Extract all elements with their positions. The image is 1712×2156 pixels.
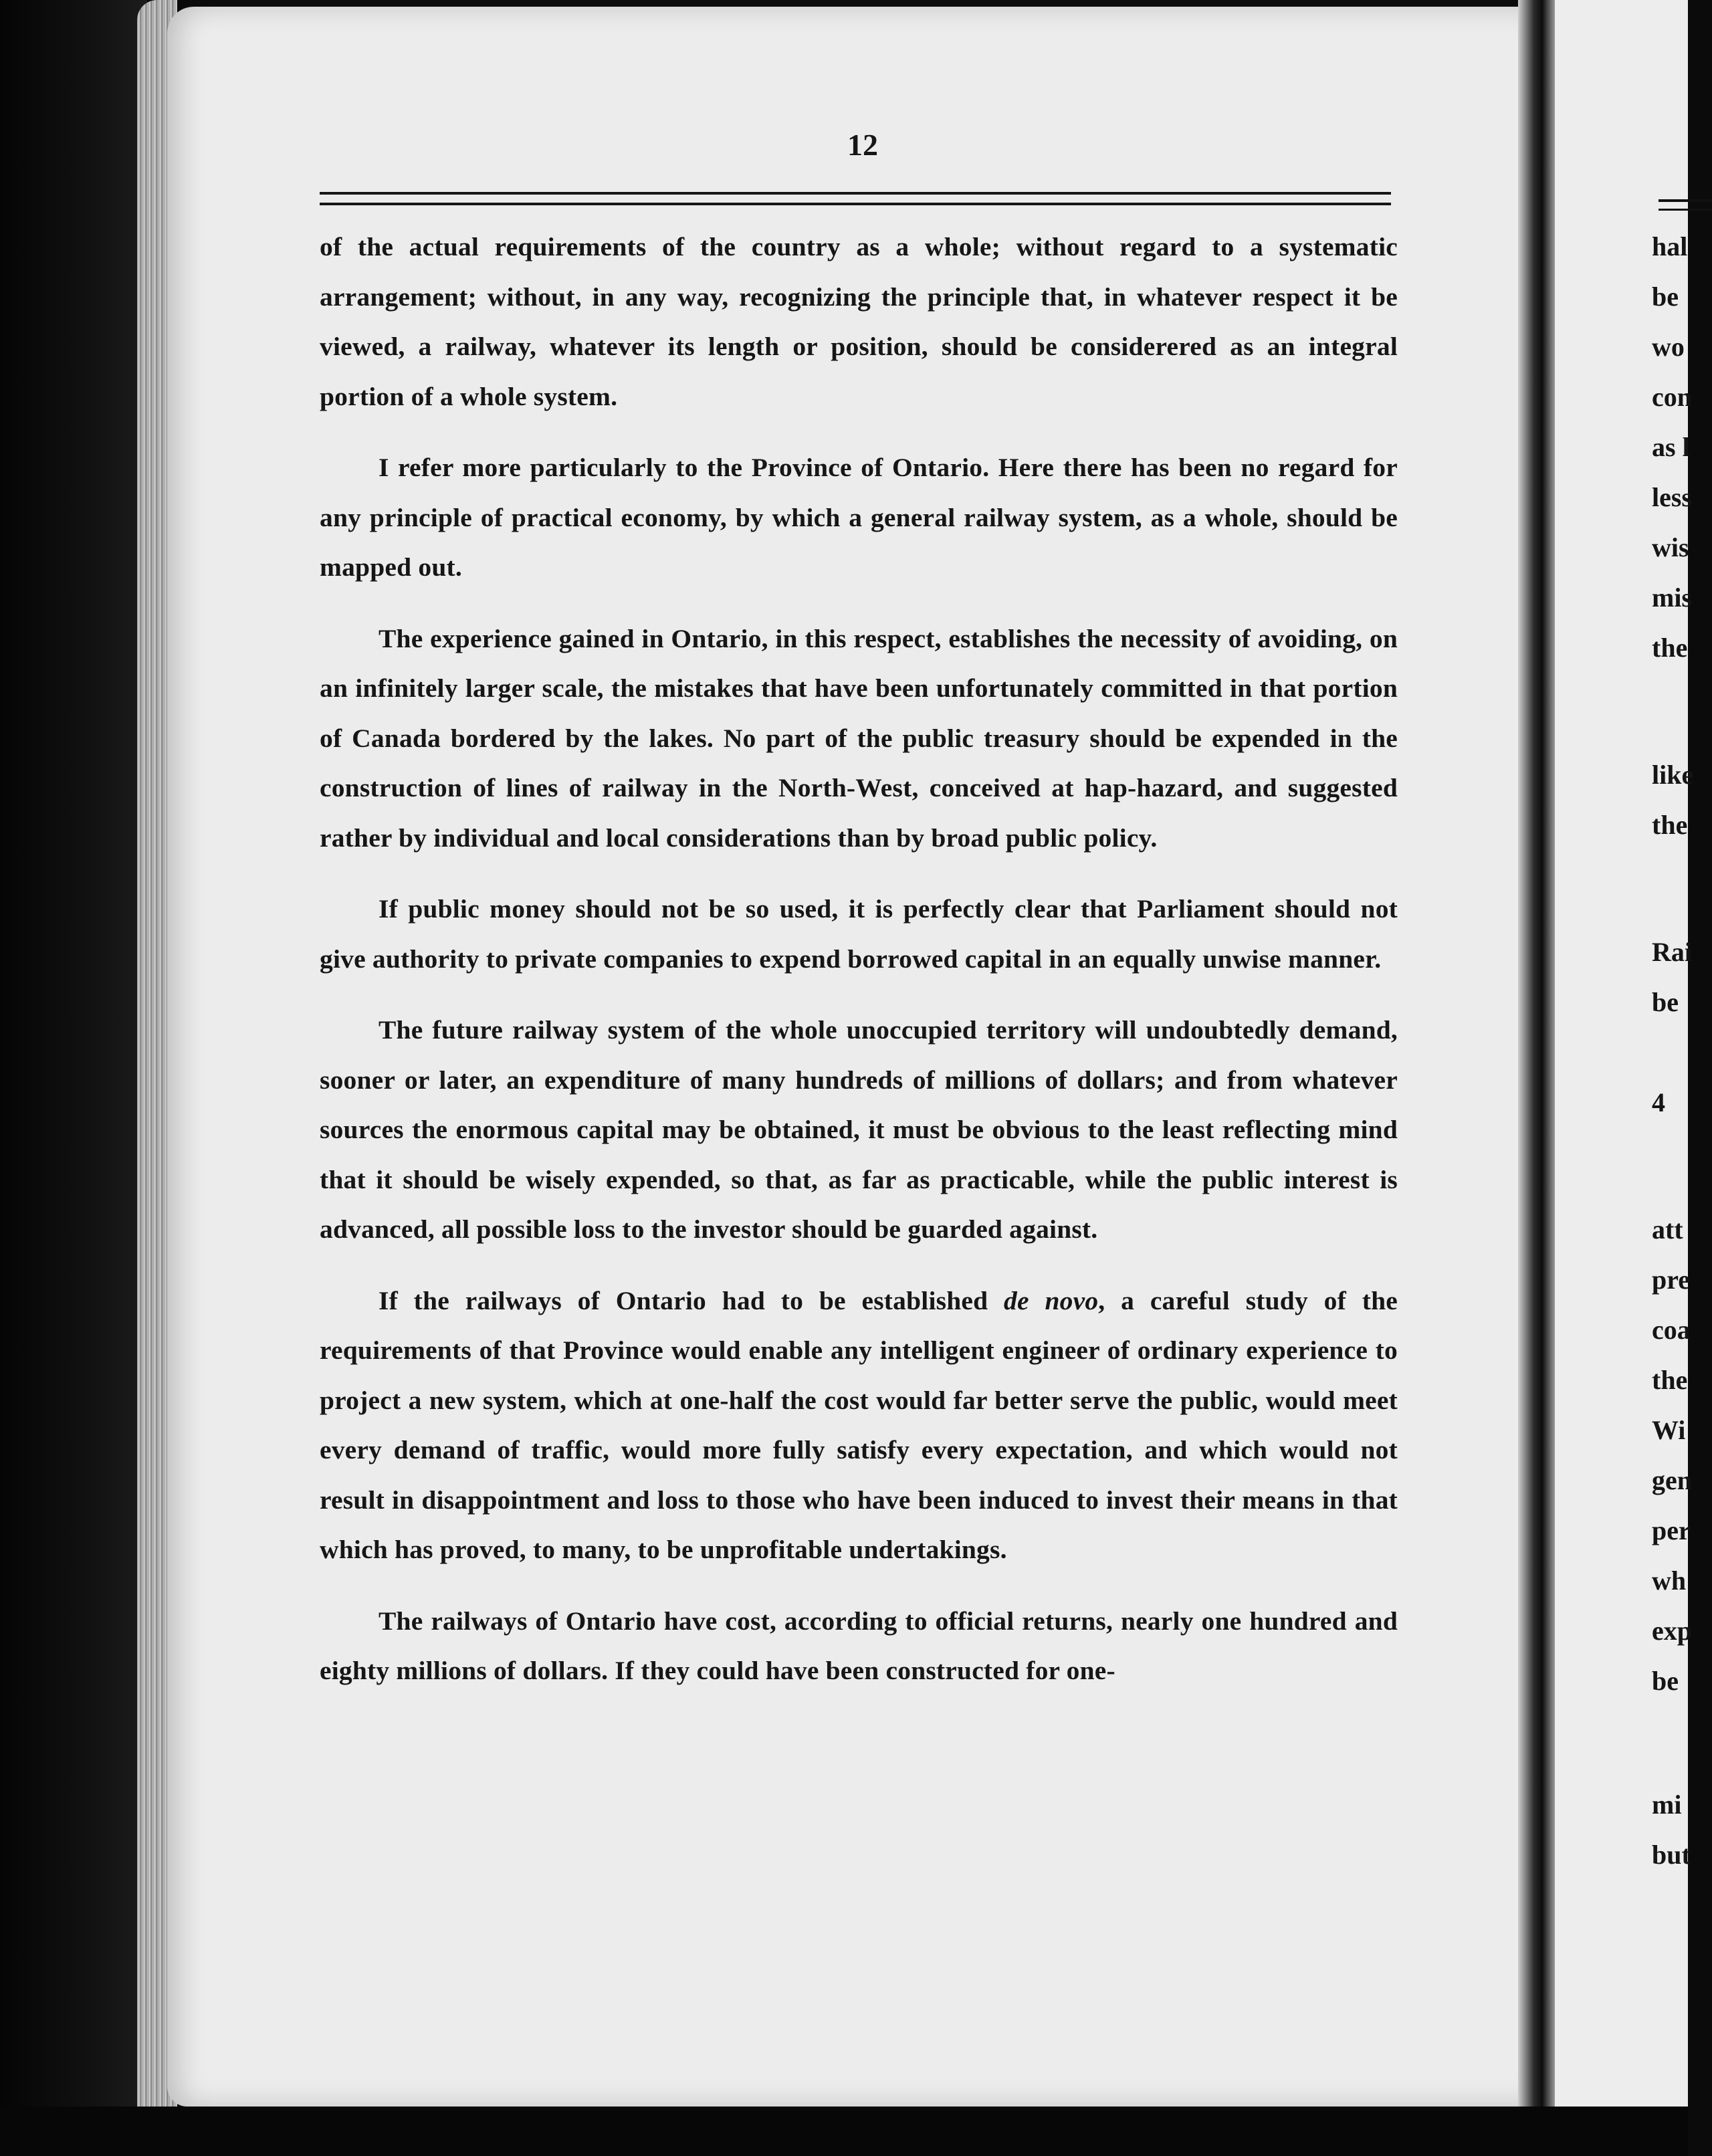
book-spine-gutter: [1518, 0, 1558, 2156]
facing-fragment: wh: [1652, 1566, 1687, 1596]
facing-fragment: att: [1652, 1214, 1683, 1245]
header-double-rule: [320, 192, 1391, 205]
paragraph-6-start: If the railways of Ontario had to be established: [379, 1285, 1004, 1315]
paragraph-3: The experience gained in Ontario, in this respect, establishes the necessity of avoiding, on an infinitely larger scale, the mistakes that have been unfortunately committed in that portion of Canada bordered by the lakes. No part of the public treasury should be expended in the construction of lines of railway in the North-West, conceived at hap-hazard, and suggested rather by individual and local considerations than by broad public policy.: [320, 623, 1398, 853]
book-cover-edge: [0, 0, 147, 2156]
paragraph-2: I refer more particularly to the Province of Ontario. Here there has been no regard for any principle of practical economy, by which a general railway system, as a whole, should be mapped out.: [320, 453, 1398, 582]
facing-fragment: 4: [1652, 1087, 1665, 1117]
facing-fragment: wis: [1652, 532, 1689, 562]
facing-fragment: the: [1652, 633, 1688, 663]
facing-fragment: be: [1652, 987, 1679, 1017]
paragraph-6-end: , a careful study of the requirements of that Province would enable any intelligent engineer of ordinary experience to project a new system, which at one-half the cost would far better serve the public, would meet every demand of traffic, would more fully satisfy every expectation, and which would not result in disappointment and loss to those who have been induced to invest their means in that which has proved, to many, to be unprofitable undertakings.: [320, 1285, 1398, 1564]
facing-fragment: gen: [1652, 1465, 1692, 1495]
facing-fragment: like: [1652, 760, 1694, 790]
facing-header-rule: [1658, 199, 1712, 211]
facing-fragment: mi: [1652, 1790, 1682, 1820]
facing-fragment: be: [1652, 1666, 1679, 1696]
facing-fragment: the: [1652, 1365, 1688, 1395]
facing-fragment: less: [1652, 482, 1692, 512]
paragraph-7: The railways of Ontario have cost, according to official returns, nearly one hundred and eighty millions of dollars. If they could have been constructed for one-: [320, 1606, 1398, 1685]
facing-fragment: con: [1652, 382, 1692, 412]
facing-fragment: coa: [1652, 1315, 1691, 1345]
facing-fragment: Rai: [1652, 937, 1692, 967]
facing-fragment: exp: [1652, 1616, 1692, 1646]
scan-bottom-border: [0, 2107, 1688, 2156]
paragraph-1: of the actual requirements of the country as a whole; without regard to a systematic arrangement; without, in any way, recognizing the principle that, in whatever respect it be viewed, a railway, whatever its length or position, should be considerered as an integral portion of a whole system.: [320, 232, 1398, 411]
facing-fragment: per: [1652, 1515, 1691, 1545]
page-body-text: [320, 222, 1398, 1696]
paragraph-5: The future railway system of the whole unoccupied territory will undoubtedly demand, sooner or later, an expenditure of many hundreds of millions of dollars; and from whatever sources the enormous capital may be obtained, it must be obvious to the least reflecting mind that it should be wisely expended, so that, as far as practicable, while the public interest is advanced, all possible loss to the investor should be guarded against.: [320, 1015, 1398, 1244]
paragraph-6: [320, 1276, 1398, 1575]
paragraph-4: If public money should not be so used, it is perfectly clear that Parliament should not give authority to private companies to expend borrowed capital in an equally unwise manner.: [320, 894, 1398, 974]
facing-fragment: but: [1652, 1840, 1691, 1870]
facing-fragment: as l: [1652, 432, 1690, 462]
facing-fragment: pre: [1652, 1265, 1691, 1295]
page-number: 12: [847, 128, 878, 162]
facing-fragment: wo: [1652, 332, 1685, 362]
paragraph-6-italic-phrase: de novo: [1004, 1285, 1099, 1315]
facing-fragment: be: [1652, 282, 1679, 312]
facing-fragment: hal: [1652, 231, 1688, 261]
facing-fragment: mis: [1652, 582, 1692, 613]
facing-fragment: Wi: [1652, 1415, 1686, 1445]
book-page-right-partial: [1555, 0, 1694, 2156]
facing-fragment: the: [1652, 810, 1688, 840]
